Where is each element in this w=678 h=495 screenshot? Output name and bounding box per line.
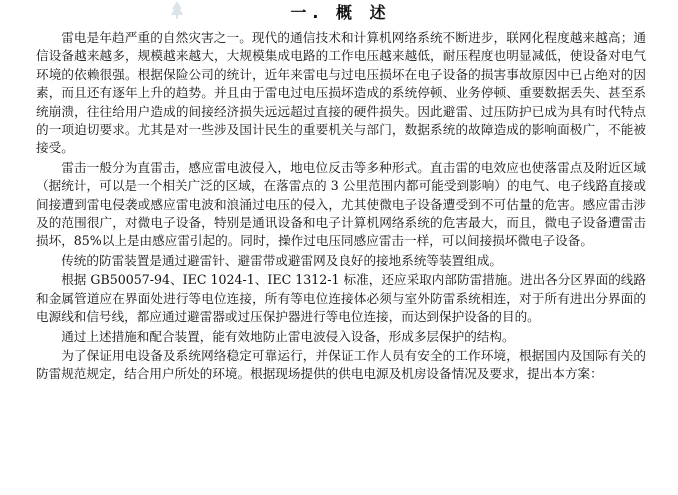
paragraph-traditional-protection: 传统的防雷装置是通过避雷针、避雷带或避雷网及良好的接地系统等装置组成。 xyxy=(61,252,502,268)
paragraph-standards: 根据 GB50057-94、IEC 1024-1、IEC 1312-1 标准，还应采取内部防雷措施。进出各分区界面的线路和金属管道应在界面处进行等电位连接，所有等电位连接体必须与室外防雷系统相连，对于所有进出分界面的电源线和信号线，都应通过避雷器或过压保护器进行等电位连接，而达到保护设备的目的。 xyxy=(36,272,646,325)
paragraph-lightning-types: 雷击一般分为直雷击，感应雷电波侵入，地电位反击等多种形式。直击雷的电效应也使落雷点及附近区域（据统计，可以是一个相关广泛的区域，在落雷点的 3 公里范围内都可能受到影响）的电气、电子线路直接或间接遭到雷电侵袭或感应雷电波和浪涌过电压的侵入，尤其使微电子设备遭受到不可估量的危害。感应雷击涉及的范围很广，对微电子设备，特别是通讯设备和电子计算机网络系统的危害最大，而且，微电子设备遭雷击损坏，85%以上是由感应雷引起的。同时，操作过电压同感应雷击一样，可以间接损坏微电子设备。 xyxy=(36,159,646,249)
document-page xyxy=(36,0,646,384)
paragraph-measures: 通过上述措施和配合装置，能有效地防止雷电波侵入设备，形成多层保护的结构。 xyxy=(61,328,515,344)
paragraph-proposal-intro: 为了保证用电设备及系统网络稳定可靠运行，并保证工作人员有安全的工作环境，根据国内及国际有关的防雷规范规定，结合用户所处的环境。根据现场提供的供电电源及机房设备情况及要求，提出本方案： xyxy=(36,347,646,382)
section-title: 一. 概 述 xyxy=(290,3,392,22)
paragraph-lightning-overview: 雷电是年趋严重的自然灾害之一。现代的通信技术和计算机网络系统不断进步，联网化程度越来越高；通信设备越来越多，规模越来越大，大规模集成电路的工作电压越来越低，耐压程度也明显减低，使设备对电气环境的依赖很强。根据保险公司的统计，近年来雷电与过电压损坏在电子设备的损害事故原因中已占绝对的因素，而且还有逐年上升的趋势。并且由于雷电过电压损坏造成的系统停顿、业务停顿、重要数据丢失、甚至系统崩溃，往往给用户造成的间接经济损失远远超过直接的硬件损失。因此避雷、过压防护已成为具有时代特点的一项迫切要求。尤其是对一些涉及国计民生的重要机关与部门，数据系统的故障造成的影响面极广，不能被接受。 xyxy=(36,30,646,156)
